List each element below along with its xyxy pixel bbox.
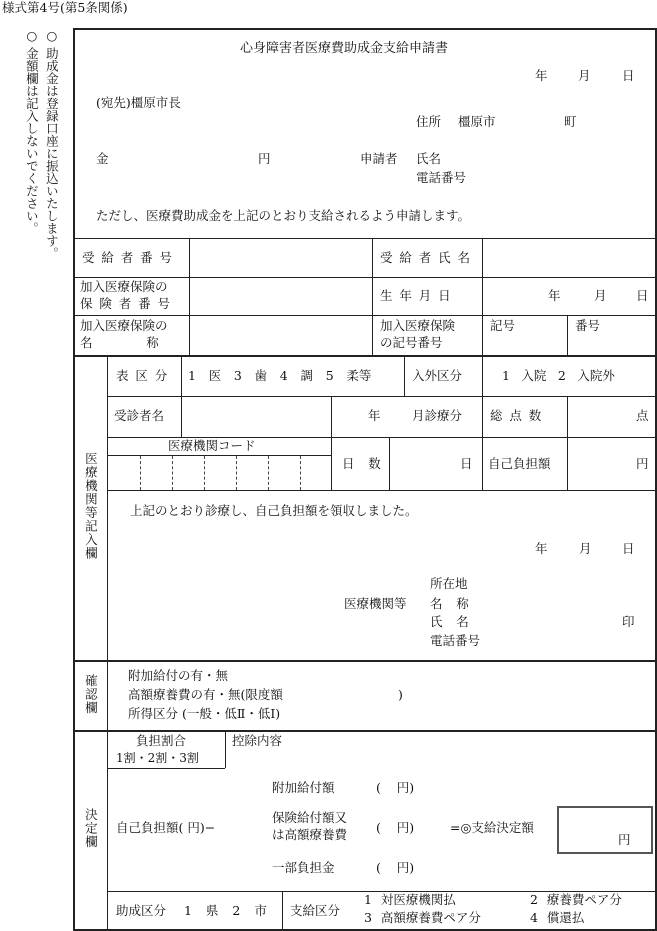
patient-label: 受診者名 — [114, 408, 165, 423]
receipt-year: 年 — [535, 541, 548, 556]
address-city: 橿原市 — [458, 114, 496, 129]
birth-label: 生年月日 — [380, 288, 458, 303]
birth-month: 月 — [594, 288, 607, 303]
institution-label: 医療機関等 — [344, 596, 407, 611]
seal-mark: 印 — [622, 614, 635, 629]
form-title: 心身障害者医療費助成金支給申請書 — [240, 41, 449, 56]
recipient-number-label: 受給者番号 — [82, 250, 179, 265]
payment-option-4: 4 償還払 — [530, 910, 585, 925]
days-unit: 日 — [460, 456, 473, 471]
partial-label: 一部負担金 — [272, 860, 335, 875]
institution-name-label: 名称 — [430, 596, 483, 611]
addressee: (宛先)橿原市長 — [96, 95, 181, 110]
table-type-options: 1 医 3 歯 4 調 5 柔等 — [188, 368, 372, 383]
form-number: 様式第4号(第5条関係) — [2, 0, 128, 15]
birth-year: 年 — [548, 288, 561, 303]
insurance-name-label-1: 加入医療保険の — [80, 318, 168, 333]
applicant-label: 申請者 — [360, 151, 398, 166]
applicant-name-label: 氏名 — [416, 151, 442, 166]
points-label: 総点数 — [490, 408, 549, 423]
deduction-label: 控除内容 — [232, 733, 283, 748]
subsidy-label: 助成区分 — [116, 903, 167, 918]
visit-month-label: 月診療分 — [412, 408, 463, 423]
address-label: 住所 — [416, 114, 442, 129]
date-year: 年 — [535, 68, 548, 83]
decided-amount-label: =◎支給決定額 — [450, 820, 534, 835]
symbol-label: 記号 — [490, 318, 516, 333]
confirm-line-2-close: ) — [398, 687, 403, 702]
insurer-number-label-1: 加入医療保険の — [80, 279, 168, 294]
recipient-name-label: 受給者氏名 — [380, 250, 477, 265]
self-pay-formula: 自己負担額( 円)− — [116, 820, 216, 835]
confirm-section-label: 確認欄 — [83, 674, 99, 715]
insurance-benefit-value: ( 円) — [376, 820, 415, 835]
partial-value: ( 円) — [376, 860, 415, 875]
side-note-1: ○ 金額欄は記入しないでください。 — [24, 28, 40, 235]
receipt-day: 日 — [622, 541, 635, 556]
decided-amount-box — [557, 806, 653, 854]
side-note-2: ○ 助成金は登録口座に振込いたします。 — [44, 28, 60, 260]
additional-label: 附加給付額 — [272, 780, 335, 795]
receipt-month: 月 — [579, 541, 592, 556]
amount-label: 金 — [96, 151, 109, 166]
confirm-line-2: 高額療養費の有・無(限度額 — [128, 687, 283, 702]
location-label: 所在地 — [430, 576, 468, 591]
medical-section-label: 医療機関等記入欄 — [83, 452, 99, 560]
date-day: 日 — [622, 68, 635, 83]
payment-option-2: 2 療養費ペア分 — [530, 892, 622, 907]
decided-amount-unit: 円 — [618, 832, 631, 847]
institution-code-label: 医療機関コード — [168, 438, 256, 453]
table-type-label: 表区分 — [116, 368, 175, 383]
doctor-name-label: 氏名 — [430, 614, 483, 629]
insurer-number-label-2: 保険者番号 — [80, 296, 177, 311]
insurance-symbol-label-1: 加入医療保険 — [380, 318, 456, 333]
days-label: 日数 — [342, 456, 395, 471]
inout-label: 入外区分 — [412, 368, 463, 383]
birth-day: 日 — [636, 288, 649, 303]
payment-option-1: 1 対医療機関払 — [364, 892, 456, 907]
burden-label: 負担割合 — [136, 733, 187, 748]
subsidy-options: 1 県 2 市 — [184, 903, 267, 918]
date-month: 月 — [578, 68, 591, 83]
insurance-benefit-label-2: は高額療養費 — [272, 827, 348, 842]
applicant-phone-label: 電話番号 — [416, 170, 467, 185]
payment-label: 支給区分 — [290, 903, 341, 918]
decision-section-label: 決定欄 — [83, 808, 99, 849]
confirm-line-3: 所得区分 (一般・低Ⅱ・低Ⅰ) — [128, 706, 281, 721]
inout-options: 1 入院 2 入院外 — [502, 368, 615, 383]
copay-label: 自己負担額 — [488, 456, 551, 471]
number-label: 番号 — [575, 318, 601, 333]
insurance-symbol-label-2: の記号番号 — [380, 335, 443, 350]
points-unit: 点 — [636, 408, 649, 423]
receipt-statement: 上記のとおり診療し、自己負担額を領収しました。 — [130, 503, 418, 518]
visit-year: 年 — [368, 408, 381, 423]
amount-unit: 円 — [258, 151, 271, 166]
insurance-name-label-2: 名称 — [80, 335, 213, 350]
burden-options: 1割・2割・3割 — [116, 751, 199, 765]
additional-value: ( 円) — [376, 780, 415, 795]
declaration-text: ただし、医療費助成金を上記のとおり支給されるよう申請します。 — [96, 208, 471, 223]
insurance-benefit-label-1: 保険給付額又 — [272, 810, 348, 825]
address-town: 町 — [564, 114, 577, 129]
institution-phone-label: 電話番号 — [430, 633, 481, 648]
payment-option-3: 3 高額療養費ペア分 — [364, 910, 481, 925]
copay-unit: 円 — [636, 456, 649, 471]
confirm-line-1: 附加給付の有・無 — [128, 668, 229, 683]
